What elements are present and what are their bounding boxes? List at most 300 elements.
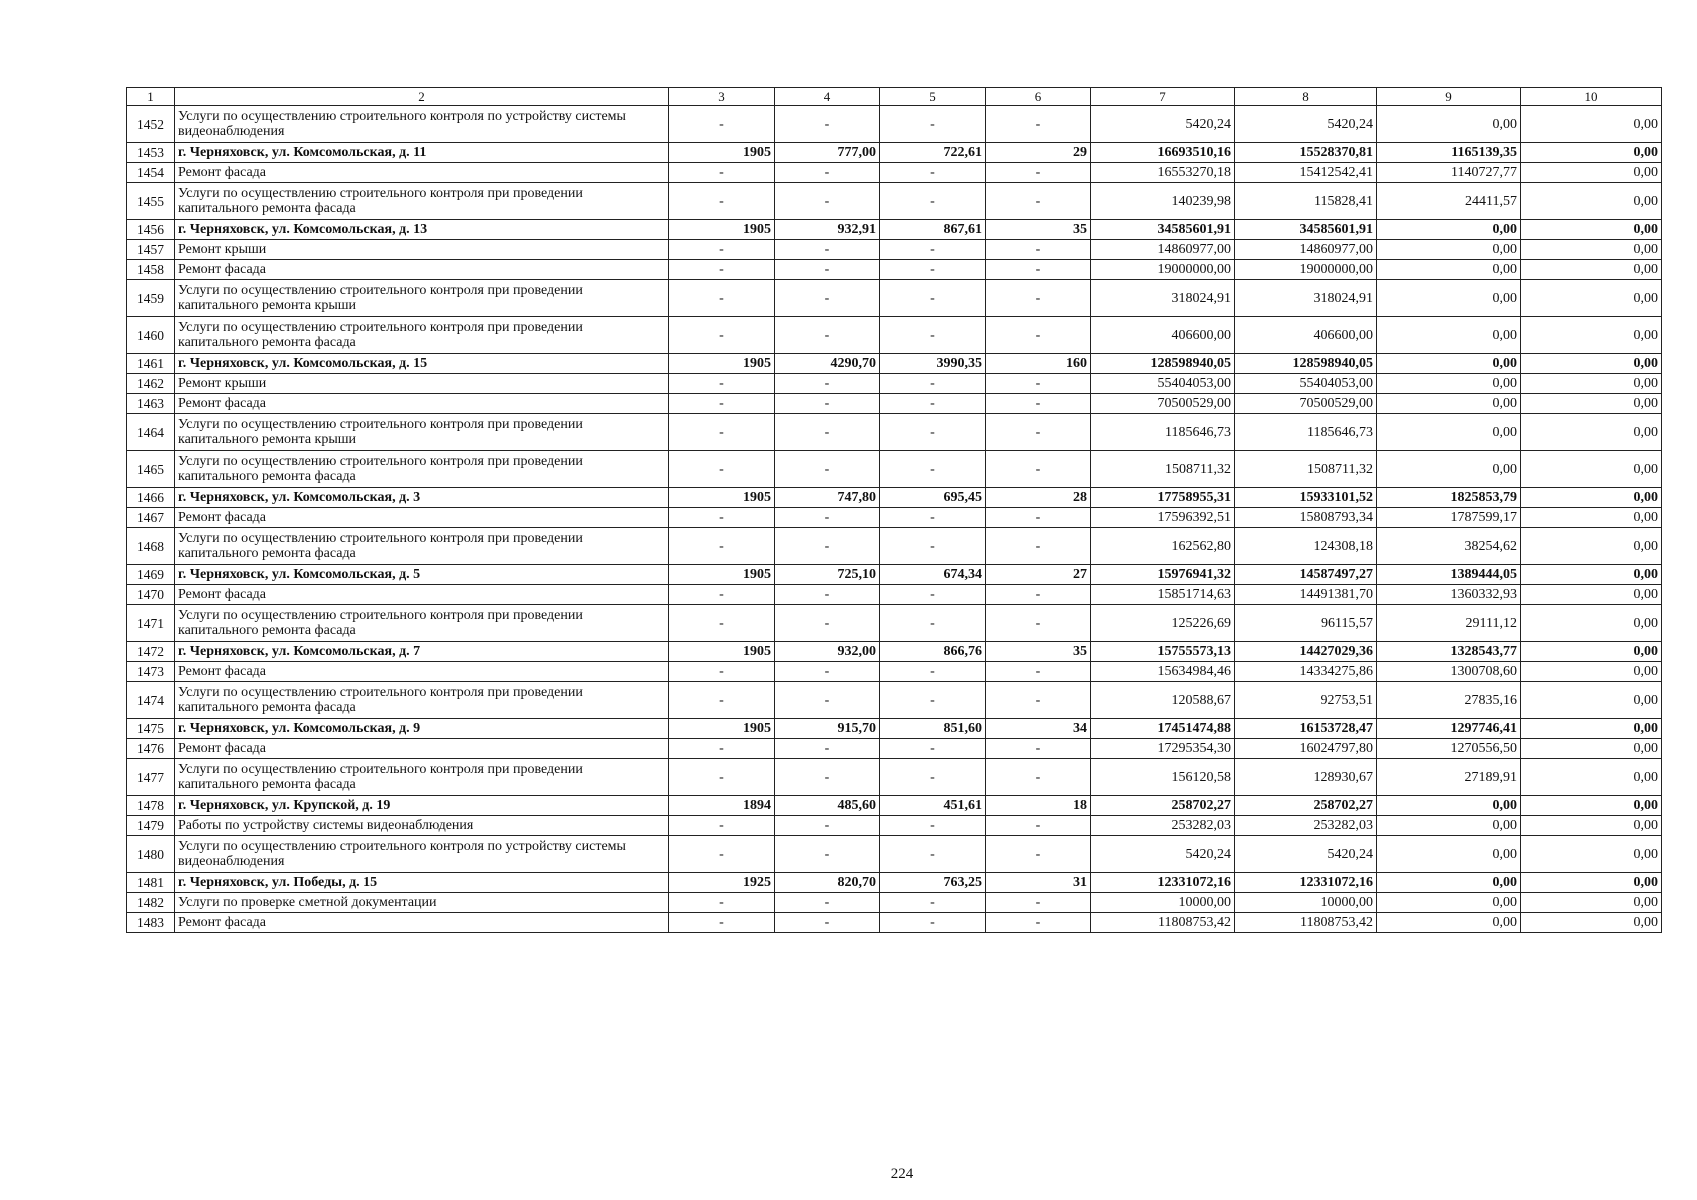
- col3-cell: -: [669, 739, 775, 759]
- col5-cell: -: [880, 183, 986, 220]
- table-row: [127, 451, 1662, 488]
- col5-cell: -: [880, 280, 986, 317]
- row-number-cell: 1480: [127, 836, 175, 873]
- col7-cell: 253282,03: [1091, 816, 1235, 836]
- row-name-cell: Ремонт фасада: [175, 585, 669, 605]
- row-number-cell: 1475: [127, 719, 175, 739]
- col6-cell: 35: [986, 220, 1091, 240]
- col8-cell: 124308,18: [1235, 528, 1377, 565]
- col10-cell: 0,00: [1521, 354, 1662, 374]
- col4-cell: -: [775, 451, 880, 488]
- col10-cell: 0,00: [1521, 394, 1662, 414]
- col4-cell: -: [775, 662, 880, 682]
- table-row: [127, 143, 1662, 163]
- col7-cell: 125226,69: [1091, 605, 1235, 642]
- col5-cell: -: [880, 508, 986, 528]
- col10-cell: 0,00: [1521, 739, 1662, 759]
- col7-cell: 318024,91: [1091, 280, 1235, 317]
- col5-cell: -: [880, 260, 986, 280]
- col9-cell: 0,00: [1377, 260, 1521, 280]
- col8-cell: 14860977,00: [1235, 240, 1377, 260]
- col10-cell: 0,00: [1521, 642, 1662, 662]
- col3-cell: -: [669, 759, 775, 796]
- col9-cell: 1825853,79: [1377, 488, 1521, 508]
- col9-cell: 1328543,77: [1377, 642, 1521, 662]
- col4-cell: 485,60: [775, 796, 880, 816]
- document-table: [126, 87, 1662, 933]
- table-row: [127, 488, 1662, 508]
- col7-cell: 15755573,13: [1091, 642, 1235, 662]
- col9-cell: 38254,62: [1377, 528, 1521, 565]
- row-number-cell: 1455: [127, 183, 175, 220]
- col9-cell: 0,00: [1377, 374, 1521, 394]
- row-number-cell: 1474: [127, 682, 175, 719]
- col8-cell: 128930,67: [1235, 759, 1377, 796]
- col6-cell: -: [986, 183, 1091, 220]
- col9-cell: 1270556,50: [1377, 739, 1521, 759]
- col3-cell: -: [669, 682, 775, 719]
- row-name-cell: г. Черняховск, ул. Комсомольская, д. 9: [175, 719, 669, 739]
- row-name-cell: Услуги по осуществлению строительного контроля при проведении капитального ремонта фасада: [175, 528, 669, 565]
- col7-cell: 17596392,51: [1091, 508, 1235, 528]
- col9-cell: 0,00: [1377, 240, 1521, 260]
- col5-cell: 763,25: [880, 873, 986, 893]
- col3-cell: -: [669, 183, 775, 220]
- col4-cell: 915,70: [775, 719, 880, 739]
- col3-cell: 1905: [669, 143, 775, 163]
- row-number-cell: 1481: [127, 873, 175, 893]
- col10-cell: 0,00: [1521, 913, 1662, 933]
- col8-cell: 5420,24: [1235, 106, 1377, 143]
- col5-cell: -: [880, 893, 986, 913]
- table-row: [127, 183, 1662, 220]
- col10-cell: 0,00: [1521, 488, 1662, 508]
- col4-cell: -: [775, 739, 880, 759]
- col5-cell: -: [880, 528, 986, 565]
- row-name-cell: г. Черняховск, ул. Комсомольская, д. 13: [175, 220, 669, 240]
- col8-cell: 406600,00: [1235, 317, 1377, 354]
- col6-cell: -: [986, 759, 1091, 796]
- col5-cell: -: [880, 682, 986, 719]
- col5-cell: -: [880, 394, 986, 414]
- row-number-cell: 1472: [127, 642, 175, 662]
- col3-cell: 1905: [669, 719, 775, 739]
- col9-cell: 1297746,41: [1377, 719, 1521, 739]
- row-name-cell: Ремонт крыши: [175, 374, 669, 394]
- col7-cell: 10000,00: [1091, 893, 1235, 913]
- col4-cell: -: [775, 682, 880, 719]
- col3-cell: -: [669, 414, 775, 451]
- row-name-cell: Услуги по осуществлению строительного контроля при проведении капитального ремонта фасада: [175, 682, 669, 719]
- col4-cell: -: [775, 759, 880, 796]
- col10-cell: 0,00: [1521, 585, 1662, 605]
- col6-cell: -: [986, 106, 1091, 143]
- row-name-cell: г. Черняховск, ул. Комсомольская, д. 11: [175, 143, 669, 163]
- row-name-cell: Услуги по осуществлению строительного контроля по устройству системы видеонаблюдения: [175, 106, 669, 143]
- col8-cell: 1185646,73: [1235, 414, 1377, 451]
- col3-cell: -: [669, 913, 775, 933]
- col6-cell: -: [986, 317, 1091, 354]
- col8-cell: 253282,03: [1235, 816, 1377, 836]
- col4-cell: 932,91: [775, 220, 880, 240]
- col5-cell: 867,61: [880, 220, 986, 240]
- column-header: 5: [880, 88, 986, 106]
- col9-cell: 0,00: [1377, 354, 1521, 374]
- column-header: 7: [1091, 88, 1235, 106]
- row-number-cell: 1470: [127, 585, 175, 605]
- col6-cell: 35: [986, 642, 1091, 662]
- row-name-cell: Ремонт фасада: [175, 260, 669, 280]
- row-number-cell: 1482: [127, 893, 175, 913]
- col8-cell: 19000000,00: [1235, 260, 1377, 280]
- col9-cell: 0,00: [1377, 796, 1521, 816]
- col7-cell: 406600,00: [1091, 317, 1235, 354]
- col4-cell: -: [775, 163, 880, 183]
- col4-cell: -: [775, 317, 880, 354]
- col4-cell: -: [775, 183, 880, 220]
- row-number-cell: 1456: [127, 220, 175, 240]
- table-row: [127, 528, 1662, 565]
- col9-cell: 24411,57: [1377, 183, 1521, 220]
- col8-cell: 15412542,41: [1235, 163, 1377, 183]
- row-name-cell: г. Черняховск, ул. Комсомольская, д. 3: [175, 488, 669, 508]
- col9-cell: 29111,12: [1377, 605, 1521, 642]
- col6-cell: -: [986, 585, 1091, 605]
- column-header: 6: [986, 88, 1091, 106]
- col7-cell: 15634984,46: [1091, 662, 1235, 682]
- row-name-cell: г. Черняховск, ул. Комсомольская, д. 5: [175, 565, 669, 585]
- col9-cell: 0,00: [1377, 106, 1521, 143]
- col8-cell: 14334275,86: [1235, 662, 1377, 682]
- col5-cell: 722,61: [880, 143, 986, 163]
- col8-cell: 15808793,34: [1235, 508, 1377, 528]
- col8-cell: 12331072,16: [1235, 873, 1377, 893]
- col10-cell: 0,00: [1521, 220, 1662, 240]
- col7-cell: 12331072,16: [1091, 873, 1235, 893]
- col3-cell: -: [669, 317, 775, 354]
- col8-cell: 14587497,27: [1235, 565, 1377, 585]
- row-number-cell: 1454: [127, 163, 175, 183]
- col10-cell: 0,00: [1521, 893, 1662, 913]
- col8-cell: 14427029,36: [1235, 642, 1377, 662]
- col9-cell: 1300708,60: [1377, 662, 1521, 682]
- col7-cell: 16553270,18: [1091, 163, 1235, 183]
- col9-cell: 1140727,77: [1377, 163, 1521, 183]
- col8-cell: 318024,91: [1235, 280, 1377, 317]
- col4-cell: 725,10: [775, 565, 880, 585]
- col9-cell: 0,00: [1377, 220, 1521, 240]
- col10-cell: 0,00: [1521, 240, 1662, 260]
- row-number-cell: 1483: [127, 913, 175, 933]
- table-row: [127, 508, 1662, 528]
- col4-cell: -: [775, 585, 880, 605]
- col6-cell: -: [986, 816, 1091, 836]
- col8-cell: 16153728,47: [1235, 719, 1377, 739]
- table-row: [127, 642, 1662, 662]
- column-header: 9: [1377, 88, 1521, 106]
- col7-cell: 34585601,91: [1091, 220, 1235, 240]
- col6-cell: -: [986, 528, 1091, 565]
- col8-cell: 96115,57: [1235, 605, 1377, 642]
- row-number-cell: 1459: [127, 280, 175, 317]
- col9-cell: 0,00: [1377, 836, 1521, 873]
- col6-cell: -: [986, 662, 1091, 682]
- col3-cell: -: [669, 374, 775, 394]
- col3-cell: -: [669, 163, 775, 183]
- col6-cell: 18: [986, 796, 1091, 816]
- col8-cell: 14491381,70: [1235, 585, 1377, 605]
- row-name-cell: Услуги по проверке сметной документации: [175, 893, 669, 913]
- col6-cell: 27: [986, 565, 1091, 585]
- column-header: 3: [669, 88, 775, 106]
- table-row: [127, 163, 1662, 183]
- col9-cell: 0,00: [1377, 280, 1521, 317]
- col8-cell: 15933101,52: [1235, 488, 1377, 508]
- col7-cell: 17758955,31: [1091, 488, 1235, 508]
- table-row: [127, 280, 1662, 317]
- col4-cell: 932,00: [775, 642, 880, 662]
- col9-cell: 0,00: [1377, 873, 1521, 893]
- col5-cell: -: [880, 605, 986, 642]
- col10-cell: 0,00: [1521, 414, 1662, 451]
- col3-cell: 1905: [669, 488, 775, 508]
- column-header: 2: [175, 88, 669, 106]
- col3-cell: -: [669, 662, 775, 682]
- col9-cell: 0,00: [1377, 394, 1521, 414]
- col4-cell: -: [775, 893, 880, 913]
- table-row: [127, 240, 1662, 260]
- col7-cell: 5420,24: [1091, 106, 1235, 143]
- col3-cell: 1925: [669, 873, 775, 893]
- col9-cell: 27835,16: [1377, 682, 1521, 719]
- row-number-cell: 1476: [127, 739, 175, 759]
- header-row: [127, 88, 1662, 106]
- table-row: [127, 913, 1662, 933]
- col5-cell: 695,45: [880, 488, 986, 508]
- row-number-cell: 1479: [127, 816, 175, 836]
- row-number-cell: 1469: [127, 565, 175, 585]
- col7-cell: 70500529,00: [1091, 394, 1235, 414]
- col10-cell: 0,00: [1521, 183, 1662, 220]
- col3-cell: -: [669, 260, 775, 280]
- col4-cell: -: [775, 816, 880, 836]
- column-header: 8: [1235, 88, 1377, 106]
- col9-cell: 27189,91: [1377, 759, 1521, 796]
- col7-cell: 1508711,32: [1091, 451, 1235, 488]
- col10-cell: 0,00: [1521, 605, 1662, 642]
- column-header: 1: [127, 88, 175, 106]
- col3-cell: -: [669, 816, 775, 836]
- col6-cell: -: [986, 414, 1091, 451]
- col5-cell: -: [880, 317, 986, 354]
- row-number-cell: 1452: [127, 106, 175, 143]
- col5-cell: 674,34: [880, 565, 986, 585]
- col4-cell: -: [775, 394, 880, 414]
- col6-cell: -: [986, 682, 1091, 719]
- row-number-cell: 1468: [127, 528, 175, 565]
- row-number-cell: 1478: [127, 796, 175, 816]
- column-header: 4: [775, 88, 880, 106]
- col8-cell: 115828,41: [1235, 183, 1377, 220]
- col10-cell: 0,00: [1521, 565, 1662, 585]
- col8-cell: 34585601,91: [1235, 220, 1377, 240]
- col10-cell: 0,00: [1521, 106, 1662, 143]
- row-name-cell: Ремонт фасада: [175, 394, 669, 414]
- col5-cell: -: [880, 451, 986, 488]
- col3-cell: 1905: [669, 565, 775, 585]
- col10-cell: 0,00: [1521, 374, 1662, 394]
- col6-cell: -: [986, 836, 1091, 873]
- col3-cell: -: [669, 240, 775, 260]
- col10-cell: 0,00: [1521, 719, 1662, 739]
- row-name-cell: Ремонт фасада: [175, 508, 669, 528]
- col10-cell: 0,00: [1521, 163, 1662, 183]
- col8-cell: 11808753,42: [1235, 913, 1377, 933]
- col5-cell: -: [880, 816, 986, 836]
- row-name-cell: г. Черняховск, ул. Комсомольская, д. 7: [175, 642, 669, 662]
- row-number-cell: 1473: [127, 662, 175, 682]
- col8-cell: 16024797,80: [1235, 739, 1377, 759]
- col7-cell: 5420,24: [1091, 836, 1235, 873]
- row-name-cell: г. Черняховск, ул. Крупской, д. 19: [175, 796, 669, 816]
- col3-cell: 1905: [669, 220, 775, 240]
- col9-cell: 1389444,05: [1377, 565, 1521, 585]
- col6-cell: 29: [986, 143, 1091, 163]
- row-number-cell: 1462: [127, 374, 175, 394]
- row-number-cell: 1467: [127, 508, 175, 528]
- col9-cell: 1165139,35: [1377, 143, 1521, 163]
- col5-cell: -: [880, 913, 986, 933]
- col7-cell: 120588,67: [1091, 682, 1235, 719]
- table-row: [127, 317, 1662, 354]
- col3-cell: -: [669, 836, 775, 873]
- col4-cell: -: [775, 528, 880, 565]
- col8-cell: 258702,27: [1235, 796, 1377, 816]
- col3-cell: -: [669, 585, 775, 605]
- col5-cell: -: [880, 662, 986, 682]
- col8-cell: 1508711,32: [1235, 451, 1377, 488]
- col4-cell: -: [775, 260, 880, 280]
- col4-cell: -: [775, 836, 880, 873]
- row-number-cell: 1465: [127, 451, 175, 488]
- col10-cell: 0,00: [1521, 451, 1662, 488]
- row-number-cell: 1463: [127, 394, 175, 414]
- col4-cell: 4290,70: [775, 354, 880, 374]
- col5-cell: 451,61: [880, 796, 986, 816]
- row-name-cell: Услуги по осуществлению строительного контроля при проведении капитального ремонта фасада: [175, 451, 669, 488]
- table-row: [127, 354, 1662, 374]
- col10-cell: 0,00: [1521, 796, 1662, 816]
- col10-cell: 0,00: [1521, 873, 1662, 893]
- col6-cell: -: [986, 913, 1091, 933]
- col6-cell: -: [986, 240, 1091, 260]
- col10-cell: 0,00: [1521, 662, 1662, 682]
- col3-cell: 1905: [669, 642, 775, 662]
- table-row: [127, 605, 1662, 642]
- col5-cell: 3990,35: [880, 354, 986, 374]
- table-row: [127, 662, 1662, 682]
- col6-cell: -: [986, 260, 1091, 280]
- row-number-cell: 1460: [127, 317, 175, 354]
- col8-cell: 92753,51: [1235, 682, 1377, 719]
- col7-cell: 55404053,00: [1091, 374, 1235, 394]
- col4-cell: -: [775, 240, 880, 260]
- row-number-cell: 1458: [127, 260, 175, 280]
- col8-cell: 128598940,05: [1235, 354, 1377, 374]
- row-number-cell: 1466: [127, 488, 175, 508]
- row-name-cell: Услуги по осуществлению строительного контроля при проведении капитального ремонта фасада: [175, 759, 669, 796]
- row-name-cell: Ремонт фасада: [175, 913, 669, 933]
- col8-cell: 10000,00: [1235, 893, 1377, 913]
- col6-cell: 28: [986, 488, 1091, 508]
- row-number-cell: 1461: [127, 354, 175, 374]
- column-header: 10: [1521, 88, 1662, 106]
- col9-cell: 1360332,93: [1377, 585, 1521, 605]
- col10-cell: 0,00: [1521, 143, 1662, 163]
- row-number-cell: 1453: [127, 143, 175, 163]
- table-row: [127, 873, 1662, 893]
- col8-cell: 55404053,00: [1235, 374, 1377, 394]
- col3-cell: -: [669, 508, 775, 528]
- col7-cell: 128598940,05: [1091, 354, 1235, 374]
- col4-cell: -: [775, 374, 880, 394]
- row-name-cell: Услуги по осуществлению строительного контроля при проведении капитального ремонта фасада: [175, 605, 669, 642]
- col7-cell: 17451474,88: [1091, 719, 1235, 739]
- col5-cell: 866,76: [880, 642, 986, 662]
- col7-cell: 15976941,32: [1091, 565, 1235, 585]
- col5-cell: -: [880, 739, 986, 759]
- table-row: [127, 739, 1662, 759]
- col7-cell: 19000000,00: [1091, 260, 1235, 280]
- col3-cell: 1894: [669, 796, 775, 816]
- table-row: [127, 260, 1662, 280]
- col8-cell: 15528370,81: [1235, 143, 1377, 163]
- col7-cell: 16693510,16: [1091, 143, 1235, 163]
- col4-cell: -: [775, 508, 880, 528]
- table-row: [127, 682, 1662, 719]
- col4-cell: 820,70: [775, 873, 880, 893]
- row-name-cell: Услуги по осуществлению строительного контроля по устройству системы видеонаблюдения: [175, 836, 669, 873]
- col5-cell: -: [880, 106, 986, 143]
- table-row: [127, 374, 1662, 394]
- col9-cell: 0,00: [1377, 913, 1521, 933]
- col6-cell: 34: [986, 719, 1091, 739]
- col10-cell: 0,00: [1521, 260, 1662, 280]
- col10-cell: 0,00: [1521, 317, 1662, 354]
- col7-cell: 162562,80: [1091, 528, 1235, 565]
- col5-cell: -: [880, 374, 986, 394]
- col6-cell: 31: [986, 873, 1091, 893]
- col7-cell: 14860977,00: [1091, 240, 1235, 260]
- col6-cell: -: [986, 605, 1091, 642]
- col4-cell: -: [775, 280, 880, 317]
- col5-cell: -: [880, 163, 986, 183]
- col6-cell: 160: [986, 354, 1091, 374]
- col9-cell: 0,00: [1377, 816, 1521, 836]
- row-name-cell: Ремонт фасада: [175, 163, 669, 183]
- row-name-cell: г. Черняховск, ул. Победы, д. 15: [175, 873, 669, 893]
- col3-cell: -: [669, 605, 775, 642]
- col10-cell: 0,00: [1521, 836, 1662, 873]
- col4-cell: -: [775, 605, 880, 642]
- col9-cell: 0,00: [1377, 414, 1521, 451]
- col10-cell: 0,00: [1521, 816, 1662, 836]
- col6-cell: -: [986, 280, 1091, 317]
- row-number-cell: 1457: [127, 240, 175, 260]
- table-row: [127, 106, 1662, 143]
- table-row: [127, 836, 1662, 873]
- row-number-cell: 1477: [127, 759, 175, 796]
